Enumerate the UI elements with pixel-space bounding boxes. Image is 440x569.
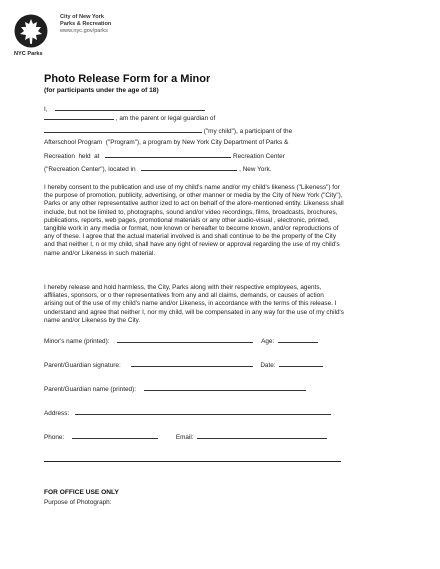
location-line[interactable] <box>141 164 237 171</box>
email-input-line[interactable] <box>197 432 327 439</box>
agency-block <box>60 14 111 35</box>
address-row <box>44 408 331 417</box>
guardian-name-label: Parent/Guardian name (printed): <box>44 386 137 393</box>
guardian-name-input-line[interactable] <box>144 384 306 391</box>
located-suffix: , New York. <box>239 166 272 173</box>
age-input-line[interactable] <box>278 336 318 343</box>
minor-name-input-line[interactable] <box>117 336 253 343</box>
intro-row-6 <box>44 164 271 173</box>
email-label: Email: <box>175 434 194 441</box>
intro-row-1 <box>44 104 205 113</box>
my-child-text: ("my child"), a participant of the <box>203 128 293 135</box>
child-name-line[interactable] <box>44 126 202 133</box>
guardian-name-row <box>44 384 306 393</box>
guardian-name-line[interactable] <box>55 104 205 111</box>
consent-paragraph: I hereby consent to the publication and use of my child's name and/or my child's likeness ("Likeness") for the purpose of promotion, publicity, advertising, or other manner or media by the City of New York ("City"), Parks or any other representative author ized to act on behalf of the afore-mentioned entity. Likeness shall include, but not be limited to, photographs, sound and/or video recordings, films, broadcasts, brochures, publications, reports, web pages, promotional materials or any other audio-visual , electronic, printed, tangible work in any media or format, now known or hereafter to become known, and/or reproductions of any of these. I agree that the actual material involved is and shall continue to be the property of the City and that neither I, n or my child, shall have any right of review or approval regarding the use of my child's name and/or Likeness in such material. <box>44 184 344 257</box>
agency-website: www.nyc.gov/parks <box>60 28 108 34</box>
guardian-text: , am the parent or legal guardian of <box>115 115 216 122</box>
intro-row-5 <box>44 151 285 160</box>
program-text: Afterschool Program ("Program"), a program by New York City Department of Parks & <box>44 139 289 146</box>
release-paragraph: I hereby release and hold harmless, the City, Parks along with their respective employees, agents, affiliates, sponsors, or o ther representatives from any and all claims, demands, or causes of action arising out of the use of my child's name and/or Likeness, in accordance with the terms of this release. I understand and agree that neither I, nor my child, will be compensated in any way for the use of my child's name and/or Likeness by the City. <box>44 284 344 324</box>
address-input-line[interactable] <box>75 408 331 415</box>
minor-name-row <box>44 336 318 345</box>
signature-input-line[interactable] <box>131 360 253 367</box>
nyc-parks-leaf-logo-icon <box>14 14 48 48</box>
signature-label: Parent/Guardian signature: <box>44 362 121 369</box>
office-use-heading: FOR OFFICE USE ONLY <box>44 489 119 496</box>
intro-row-4 <box>44 139 288 146</box>
logo-caption: NYC Parks <box>14 51 43 57</box>
form-title: Photo Release Form for a Minor <box>44 73 211 85</box>
address-label: Address: <box>44 410 70 417</box>
phone-input-line[interactable] <box>72 432 158 439</box>
center-text: Recreation Center <box>232 153 285 160</box>
separator-line <box>44 461 341 462</box>
signature-row <box>44 360 323 369</box>
agency-line-city: City of New York <box>60 14 104 20</box>
date-input-line[interactable] <box>279 360 323 367</box>
minor-name-label: Minor's name (printed): <box>44 338 110 345</box>
located-prefix: ("Recreation Center"), located in <box>44 166 136 173</box>
recreation-center-name-line[interactable] <box>105 151 231 158</box>
form-subtitle: (for participants under the age of 18) <box>44 87 159 94</box>
intro-row-3 <box>44 126 292 135</box>
intro-row-2 <box>44 113 215 122</box>
phone-label: Phone: <box>44 434 65 441</box>
phone-email-row <box>44 432 327 441</box>
held-at-text: Recreation held at <box>44 153 100 160</box>
age-label: Age: <box>261 338 275 345</box>
agency-line-department: Parks & Recreation <box>60 21 112 27</box>
date-label: Date: <box>260 362 276 369</box>
purpose-of-photograph-label: Purpose of Photograph: <box>44 499 112 506</box>
i-label: I, <box>44 106 48 113</box>
guardian-name-line-continued[interactable] <box>44 113 114 120</box>
